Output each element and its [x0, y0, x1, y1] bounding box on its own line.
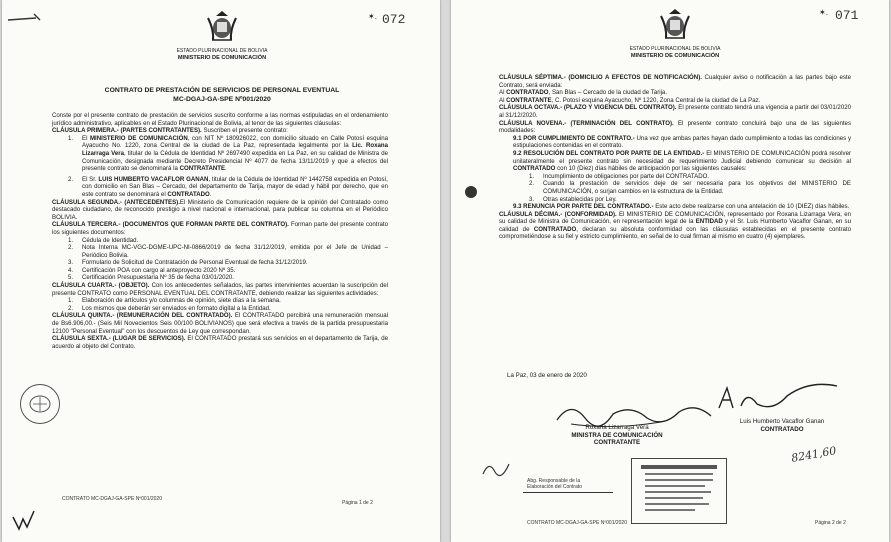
- c7-l2-b: CONTRATANTE: [506, 96, 552, 104]
- signer-title-ministra: MINISTRA DE COMUNICACIÓN: [571, 431, 663, 439]
- list-item: 3. Formulario de Solicitud de Contratación de Personal Eventual de fecha 31/12/2019.: [68, 259, 308, 267]
- contract-title: [72, 86, 372, 104]
- clause-9-3-text: Este acto debe realizarse con una antelación de 10 (DIEZ) días hábiles.: [653, 203, 850, 211]
- contract-title-line1: CONTRATO DE PRESTACIÓN DE SERVICIOS DE PERSONAL EVENTUAL: [104, 87, 340, 94]
- clause-1-item-1: 1. El MINISTERIO DE COMUNICACIÓN, con NIT Nº 180926022, con domicilio situado en Calle Potosí esquina Ayacucho No. 1220, zona Central de la ciudad de La Paz, representada legalmente por la Lic. Roxana Lizarraga Vera, titular de la Cédula de Identidad Nº 2697490 expedida en La Paz, en su calidad de Ministra de Comunicación, designada mediante Decreto Presidencial Nº 4077 de fecha 13/11/2019 y que a efectos del presente contrato se denominará la CONTRATANTE.: [68, 134, 389, 173]
- c7-l2-a: Al: [499, 96, 507, 104]
- clause-6-heading: CLÁUSULA SEXTA.- (LUGAR DE SERVICIOS).: [52, 335, 186, 343]
- folio-mark: ✶.: [368, 12, 377, 21]
- clause-10-text-a: El MINISTERIO DE COMUNICACIÓN, representado por Roxana Lizarraga Vera, en su calidad de Ministra de Comunicación, en representación legal de la: [499, 210, 851, 226]
- folio-number: 071: [835, 8, 859, 23]
- clause-9-2-text-a: El MINISTERIO DE COMUNICACIÓN podrá resolver unilateralmente el presente contrato sin necesidad de requerimiento Judicial debiendo comunicar su decisión al: [513, 149, 851, 165]
- punch-hole: [465, 186, 477, 198]
- clause-2-heading: CLÁUSULA SEGUNDA.- (ANTECEDENTES).: [52, 198, 180, 206]
- c92-item-1: Incumplimiento de obligaciones por parte del CONTRATADO.: [543, 172, 710, 180]
- footer-page-number: Página 1 de 2: [342, 500, 373, 506]
- clause-7-heading: CLÁUSULA SÉPTIMA.- (DOMICILIO A EFECTOS DE NOTIFICACIÓN).: [499, 74, 702, 81]
- c7-l1-b: CONTRATADO: [506, 89, 549, 97]
- signer-role-contratado: CONTRATADO: [760, 425, 804, 433]
- clause-8-heading: CLÁUSULA OCTAVA.- (PLAZO Y VIGENCIA DEL CONTRATO).: [499, 104, 677, 112]
- clause-9-2-text-c: con 10 (Diez) días hábiles de anticipación por las siguientes causales:: [555, 165, 747, 173]
- stamp-emblem-icon: [27, 394, 53, 414]
- c7-l2-c: , C. Potosí esquina Ayacucho, Nº 1220, Zona Central de la ciudad de La Paz.: [551, 96, 761, 104]
- list-item: 2. Cuando la prestación de servicios deje de ser necesaria para los objetivos del MINISTERIO DE COMUNICACIÓN, o surjan cambios en la estructura de la Entidad.: [529, 180, 851, 195]
- letterhead-institution: ESTADO PLURINACIONAL DE BOLIVIA: [629, 46, 721, 52]
- clause-9: [499, 120, 851, 135]
- clause-3-text: Forman parte del presente contrato los siguientes documentos:: [52, 221, 389, 236]
- clause-4-heading: CLÁUSULA CUARTA.- (OBJETO).: [52, 282, 150, 290]
- c1-item1-f: CONTRATANTE: [179, 165, 226, 173]
- clause-10-heading: CLÁUSULA DÉCIMA.- (CONFORMIDAD).: [499, 210, 617, 218]
- signature-block-contratado: [707, 418, 857, 433]
- c1-item1-d: Lic. Roxana Lizarraga Vera: [82, 142, 389, 157]
- clause-10-text-d: CONTRATADO: [533, 225, 577, 233]
- clause-8-text: El presente contrato tendrá una vigencia a partir del 03/01/2020 al 31/12/2020.: [499, 104, 851, 119]
- contract-body-page1: [52, 112, 388, 350]
- margin-scribble-bottom: [10, 505, 40, 535]
- clause-10-text-c: y el Sr. Luis Humberto Vacaflor Ganan, en su calidad de: [499, 218, 851, 233]
- c4-item-1: Elaboración de artículos y/o columnas de opinión, siete días a la semana.: [82, 297, 281, 305]
- clause-3-list: [68, 237, 388, 283]
- clause-1-item-2: 2. El Sr. LUIS HUMBERTO VACAFLOR GANAN, titular de la Cédula de Identidad Nº 1442758 expedida en Potosí, con domicilio en San Blas – Cercado, del departamento de Tarija, mayor de edad y hábil por derecho, que en este contrato se denominará el CONTRATADO.: [68, 175, 388, 198]
- list-item: 2. Nota Interna MC-VGC-DGME-UPC-NI-0866/2019 de fecha 31/12/2019, emitida por el Jefe de Unidad – Periódico Bolivia.: [68, 244, 388, 259]
- clause-6: [52, 335, 388, 350]
- clause-2: [52, 199, 388, 222]
- clause-9-2-list: [529, 173, 851, 203]
- c1-item1-a: El: [82, 134, 90, 142]
- clause-9-2-text-b: CONTRATADO: [513, 165, 556, 173]
- letterhead-ministry: MINISTERIO DE COMUNICACIÓN: [630, 53, 720, 59]
- signature-block-contratante: [537, 424, 697, 447]
- clause-10: [499, 211, 851, 241]
- clause-7: [499, 74, 851, 89]
- c1-item2-c: , titular de la Cédula de Identidad Nº 1442758 expedida en Potosí, con domicilio en San Blas – Cercado, del departamento de Tarija, mayor de edad y hábil por derecho, que en este contrato se denominará el: [82, 175, 388, 198]
- clause-4-text: Con los antecedentes señalados, las partes intervinientes acuerdan la suscripción del presente CONTRATO como PERSONAL EVENTUAL DEL CONTRATANTE, debiendo realizar las siguientes actividades:: [52, 282, 388, 297]
- c3-item-3: Formulario de Solicitud de Contratación de Personal Eventual de fecha 31/12/2019.: [82, 259, 308, 267]
- clause-4-list: [68, 297, 388, 312]
- clause-9-3-heading: 9.3 RENUNCIA POR PARTE DEL CONTRATADO.-: [513, 203, 654, 211]
- clause-1-heading: CLÁUSULA PRIMERA.- (PARTES CONTRATANTES).: [52, 127, 202, 135]
- clause-9-heading: CLÁUSULA NOVENA.- (TERMINACIÓN DEL CONTRATO).: [499, 119, 674, 127]
- clause-7-line-2: [499, 97, 851, 105]
- clause-2-text: El Ministerio de Comunicación requiere de la opinión del Contratado como destacado ciudadano, de reconocido prestigio a nivel nacional e internacional, para publicar su columna en el Periódico BOLIVIA.: [52, 198, 388, 221]
- clause-9-3: [513, 203, 851, 211]
- responsible-line-2: Elaboración del Contrato: [527, 484, 583, 490]
- intro-paragraph: Conste por el presente contrato de prestación de servicios suscrito conforme a las normas estipuladas en el ordenamiento jurídico administrativo, aplicables en el Estado Plurinacional de Bolivia, al tenor de las siguientes cláusulas:: [52, 112, 388, 127]
- handwritten-amount: 8241,60: [790, 444, 838, 465]
- clause-7-line-1: [499, 89, 851, 97]
- list-item: 1. Cédula de Identidad.: [68, 236, 139, 244]
- ministry-registration-stamp: [631, 458, 727, 524]
- clause-5: [52, 312, 388, 335]
- list-item: 2. Los mismos que deberán ser enviados en formato digital a la Entidad.: [68, 304, 271, 312]
- initials-scribble: [479, 456, 513, 482]
- contract-page-1: [2, 0, 440, 542]
- c92-item-2: Cuando la prestación de servicios deje de ser necesaria para los objetivos del MINISTERIO DE COMUNICACIÓN, o surjan cambios en la estructura de la Entidad.: [543, 180, 851, 195]
- c1-item2-a: El Sr.: [82, 175, 99, 183]
- footer-contract-ref: CONTRATO MC-DGAJ-GA-SPE Nº001/2020: [62, 496, 162, 502]
- c7-l1-c: , San Blas – Cercado de la ciudad de Tarija.: [548, 89, 668, 97]
- clause-10-text-b: ENTIDAD: [695, 218, 723, 226]
- clause-8: [499, 104, 851, 119]
- responsible-line-1: Abg. Responsable de la: [527, 478, 581, 484]
- c7-l1-a: Al: [499, 89, 507, 97]
- contract-body-page2: [499, 74, 851, 241]
- clause-9-1-heading: 9.1 POR CUMPLIMIENTO DE CONTRATO.-: [513, 134, 635, 142]
- clause-7-text: Cualquier aviso o notificación a las partes bajo este Contrato, será enviada:: [499, 74, 851, 89]
- signer-name-contratado: Luis Humberto Vacaflor Ganan: [739, 418, 825, 425]
- letterhead: [112, 48, 332, 62]
- c3-item-4: Certificación POA con cargo al anteproyecto 2020 Nº 35.: [82, 266, 236, 274]
- folio-mark: ✶.: [819, 8, 828, 17]
- margin-scribble-top: [6, 8, 46, 28]
- clause-9-2: [513, 150, 851, 173]
- responsible-underline: [523, 492, 613, 493]
- c3-item-5: Certificación Presupuestaria Nº 35 de fecha 03/01/2020.: [82, 274, 234, 282]
- responsible-lawyer: [527, 478, 582, 490]
- legal-stamp-seal: [20, 384, 60, 424]
- c3-item-2: Nota Interna MC-VGC-DGME-UPC-NI-0866/2019 de fecha 31/12/2019, emitida por el Jefe de Unidad – Periódico Bolivia.: [82, 244, 388, 259]
- folio-number: 072: [382, 12, 406, 27]
- clause-1: [52, 127, 388, 135]
- c4-item-2: Los mismos que deberán ser enviados en formato digital a la Entidad.: [82, 304, 271, 312]
- coat-of-arms-icon: [204, 10, 240, 44]
- c1-item1-e: , titular de la Cédula de Identidad Nº 2697490 expedida en La Paz, en su calidad de Ministra de Comunicación, designada mediante Decreto Presidencial Nº 4077 de fecha 13/11/2019 y que a efectos del presente contrato se denominará la: [82, 149, 388, 173]
- signing-date: La Paz, 03 de enero de 2020: [507, 372, 587, 379]
- c3-item-1: Cédula de Identidad.: [82, 236, 139, 244]
- list-item: 3. Otras establecidas por Ley.: [529, 195, 617, 203]
- c1-item1-c: , con NIT Nº 180926022, con domicilio situado en Calle Potosí esquina Ayacucho No. 1220, zona Central de la ciudad de La Paz, representada legalmente por la: [82, 134, 388, 150]
- clause-10-text-e: , declaran su absoluta conformidad con las cláusulas establecidas en el presente contrato comprometiéndose a su fiel y estricto cumplimiento, en señal de lo cual firman al mismo en cuatro (4) ejemplares.: [499, 225, 851, 241]
- list-item: 5. Certificación Presupuestaria Nº 35 de fecha 03/01/2020.: [68, 274, 234, 282]
- c1-item2-d: CONTRATADO: [167, 190, 210, 198]
- c92-item-3: Otras establecidas por Ley.: [543, 195, 617, 203]
- signer-name-contratante: Roxana Lizarraga Vera: [585, 424, 649, 431]
- footer-contract-ref: CONTRATO MC-DGAJ-GA-SPE Nº001/2020: [527, 520, 627, 526]
- footer-page-number: Página 2 de 2: [815, 520, 846, 526]
- list-item: 1. Elaboración de artículos y/o columnas de opinión, siete días a la semana.: [68, 297, 281, 305]
- list-item: 1. Incumplimiento de obligaciones por parte del CONTRATADO.: [529, 172, 710, 180]
- signer-role-contratante: CONTRATANTE: [593, 439, 641, 447]
- clause-1-text: Suscriben el presente contrato:: [201, 127, 288, 135]
- c1-item1-b: MINISTERIO DE COMUNICACIÓN: [89, 134, 188, 142]
- clause-6-text: El CONTRATADO prestará sus servicios en el departamento de Tarija, de acuerdo al objeto del Contrato.: [52, 335, 388, 350]
- signature-contratado: [713, 378, 843, 418]
- clause-4: [52, 282, 388, 297]
- letterhead-ministry: MINISTERIO DE COMUNICACIÓN: [177, 55, 267, 61]
- clause-5-text: El CONTRATADO percibirá una remuneración mensual de Bs6.906,00.- (Seis Mil Novecientos Seis 00/100 BOLIVIANOS) que será efectiva a través de la partida presupuestaria 12100 "Personal Eventual" con los descuentos de Ley que correspondan.: [52, 312, 389, 335]
- clause-9-1: [513, 135, 851, 150]
- clause-9-text: El presente contrato concluirá bajo una de las siguientes modalidades:: [499, 119, 851, 135]
- contract-page-2: [451, 0, 889, 542]
- clause-9-2-heading: 9.2 RESOLUCIÓN DEL CONTRATO POR PARTE DE LA ENTIDAD.-: [513, 149, 705, 157]
- c1-item2-b: LUIS HUMBERTO VACAFLOR GANAN: [98, 175, 209, 183]
- letterhead-institution: ESTADO PLURINACIONAL DE BOLIVIA: [176, 48, 268, 54]
- clause-9-1-text: Una vez que ambas partes hayan dado cumplimiento a todas las condiciones y estipulaciones contenidas en el contrato.: [513, 134, 851, 150]
- list-item: 4. Certificación POA con cargo al anteproyecto 2020 Nº 35.: [68, 266, 236, 274]
- contract-number: MC-DGAJ-GA-SPE Nº001/2020: [173, 96, 271, 103]
- clause-5-heading: CLÁUSULA QUINTA.- (REMUNERACIÓN DEL CONTRATADO).: [52, 312, 233, 320]
- coat-of-arms-icon: [657, 8, 693, 42]
- clause-3-heading: CLÁUSULA TERCERA.- (DOCUMENTOS QUE FORMAN PARTE DEL CONTRATO).: [52, 221, 289, 229]
- stamp-text-block-icon: [639, 461, 719, 515]
- letterhead: [565, 46, 785, 60]
- clause-3: [52, 221, 388, 236]
